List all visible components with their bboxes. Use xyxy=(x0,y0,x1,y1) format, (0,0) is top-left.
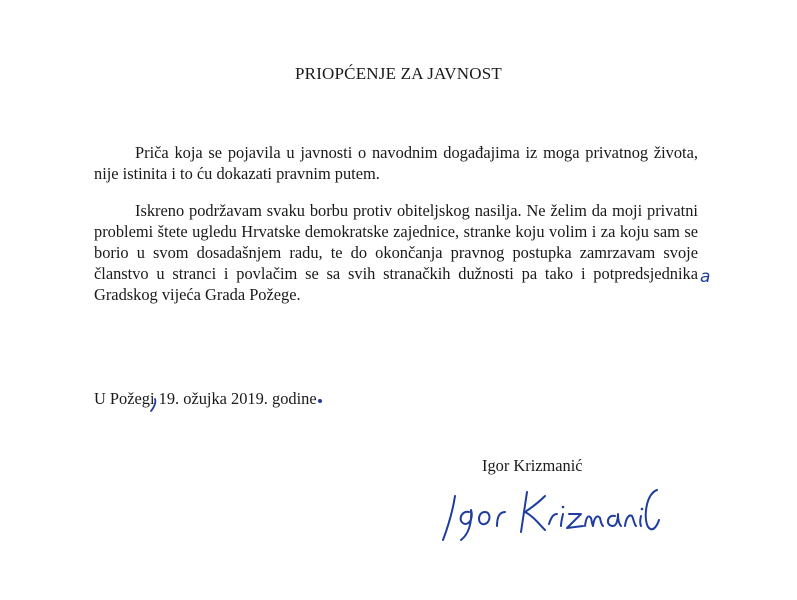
place-date-line xyxy=(94,389,317,409)
handwritten-dot-icon xyxy=(317,398,323,404)
handwritten-correction: a xyxy=(700,267,711,287)
place-text: U Požegi xyxy=(94,389,155,408)
paragraph-2: Iskreno podržavam svaku borbu protiv obiteljskog nasilja. Ne želim da moji privatni problemi štete ugledu Hrvatske demokratske zajednice, stranke koju volim i za koju sam se borio u svom dosadašnjem radu, te do okončanja pravnog postupka zamrzavam svoje članstvo u stranci i povlačim se sa svih stranačkih dužnosti pa tako i potpredsjednika Gradskog vijeća Grada Požege. xyxy=(94,201,698,304)
document-title: PRIOPĆENJE ZA JAVNOST xyxy=(295,64,502,83)
handwritten-signature-icon xyxy=(435,474,665,544)
date-text: 19. ožujka 2019. godine xyxy=(158,389,317,408)
signer-name: Igor Krizmanić xyxy=(482,456,583,475)
paragraph-1: Priča koja se pojavila u javnosti o navodnim događajima iz moga privatnog života, nije istinita i to ću dokazati pravnim putem. xyxy=(94,143,698,183)
